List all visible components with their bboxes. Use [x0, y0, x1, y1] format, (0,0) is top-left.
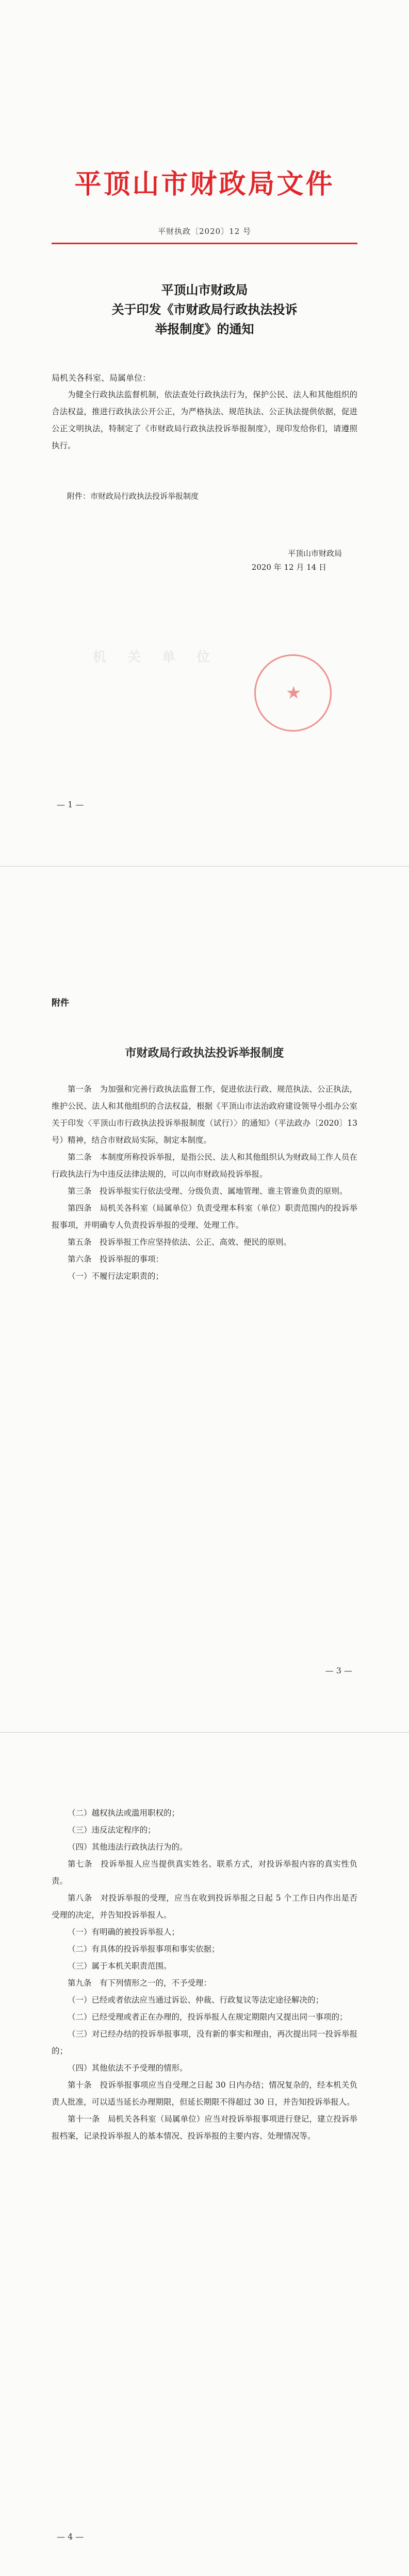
attachment-line: 附件：市财政局行政执法投诉举报制度: [67, 492, 199, 501]
official-seal-icon: [254, 654, 332, 732]
article-paragraph: 第六条 投诉举报的事项：: [68, 1255, 164, 1264]
article-paragraph: 第十条 投诉举报事项应当自受理之日起 30 日内办结；情况复杂的，经本机关负责人批准，可以适当延长办理期限，但延长期限不得超过 30 日，并告知投诉举报人。: [52, 2080, 357, 2107]
article-paragraph: （二）越权执法或滥用职权的；: [68, 1808, 180, 1818]
page-number: — 4 —: [57, 2532, 84, 2541]
article-paragraph: （一）已经或者依法应当通过诉讼、仲裁、行政复议等法定途径解决的；: [68, 1995, 324, 2005]
addressee: 局机关各科室、局属单位：: [52, 373, 151, 383]
page-number: — 3 —: [325, 1666, 352, 1675]
notice-title-line-2: 关于印发《市财政局行政执法投诉: [111, 302, 298, 317]
article-paragraph: 第四条 局机关各科室（局属单位）负责受理本科室（单位）职责范围内的投诉举报事项，并明确专人负责投诉举报的受理、处理工作。: [52, 1204, 357, 1230]
article-paragraph: （二）已经受理或者正在办理的，投诉举报人在规定期限内又提出同一事项的；: [68, 2012, 348, 2022]
article-paragraph: （一）有明确的被投诉举报人；: [68, 1927, 180, 1937]
page-number: — 1 —: [57, 800, 84, 809]
page-2: [0, 866, 409, 1732]
article-paragraph: 第二条 本制度所称投诉举报，是指公民、法人和其他组织认为财政局工作人员在行政执法行为中违反法律法规的，可以向市财政局投诉举报。: [52, 1153, 357, 1179]
article-paragraph: （一）不履行法定职责的；: [68, 1272, 164, 1281]
background-watermark: 机 关 单 位: [93, 650, 219, 665]
article-paragraph: 第五条 投诉举报工作应坚持依法、公正、高效、便民的原则。: [68, 1238, 292, 1247]
page-1: [0, 0, 409, 866]
article-paragraph: （三）对已经办结的投诉举报事项，没有新的事实和理由，再次提出同一投诉举报的；: [52, 2029, 357, 2056]
document-number: 平财执政〔2020〕12 号: [157, 227, 252, 236]
article-paragraph: （四）其他违法行政执法行为的。: [68, 1842, 188, 1852]
notice-title: [52, 280, 357, 339]
attachment-title: 市财政局行政执法投诉举报制度: [125, 1046, 284, 1060]
attachment-label: 附件: [52, 998, 69, 1008]
article-paragraph: （二）有具体的投诉举报事项和事实依据；: [68, 1944, 220, 1954]
article-paragraph: 第八条 对投诉举报的受理，应当在收到投诉举报之日起 5 个工作日内作出是否受理的决定，并告知投诉举报人。: [52, 1893, 357, 1920]
issuing-organization: 平顶山市财政局: [287, 549, 342, 558]
document-masthead: 平顶山市财政局文件: [74, 168, 335, 200]
notice-body-paragraph: 为健全行政执法监督机制，依法查处行政执法行为，保护公民、法人和其他组织的合法权益，推进行政执法公开公正，为严格执法、规范执法、公正执法提供依据，促进公正文明执法，特制定了《市财政局行政执法投诉举报制度》，现印发给你们，请遵照执行。: [52, 390, 357, 450]
article-paragraph: 第三条 投诉举报实行依法受理、分级负责、属地管理、谁主管谁负责的原则。: [68, 1187, 348, 1196]
article-paragraph: （四）其他依法不予受理的情形。: [68, 2063, 188, 2073]
article-paragraph: 第七条 投诉举报人应当提供真实姓名、联系方式，对投诉举报内容的真实性负责。: [52, 1859, 357, 1886]
notice-title-line-3: 举报制度》的通知: [155, 321, 254, 336]
notice-title-line-1: 平顶山市财政局: [161, 282, 248, 297]
article-paragraph: （三）违反法定程序的；: [68, 1825, 156, 1835]
article-paragraph: 第一条 为加强和完善行政执法监督工作，促进依法行政、规范执法、公正执法，维护公民、法人和其他组织的合法权益，根据《平顶山市法治政府建设领导小组办公室关于印发〈平顶山市行政执法投诉举报制度（试行）〉的通知》（平法政办〔2020〕13号）精神，结合市财政局实际，制定本制度。: [52, 1084, 357, 1145]
article-paragraph: （三）属于本机关职责范围。: [68, 1961, 172, 1971]
page-3: [0, 1732, 409, 2576]
red-divider-line: [52, 243, 357, 244]
issue-date: 2020 年 12 月 14 日: [251, 563, 326, 572]
seal-star-icon: ★: [286, 683, 302, 703]
article-paragraph: 第十一条 局机关各科室（局属单位）应当对投诉举报事项进行登记，建立投诉举报档案，记录投诉举报人的基本情况、投诉举报的主要内容、处理情况等。: [52, 2114, 357, 2141]
article-paragraph: 第九条 有下列情形之一的，不予受理：: [68, 1978, 212, 1988]
